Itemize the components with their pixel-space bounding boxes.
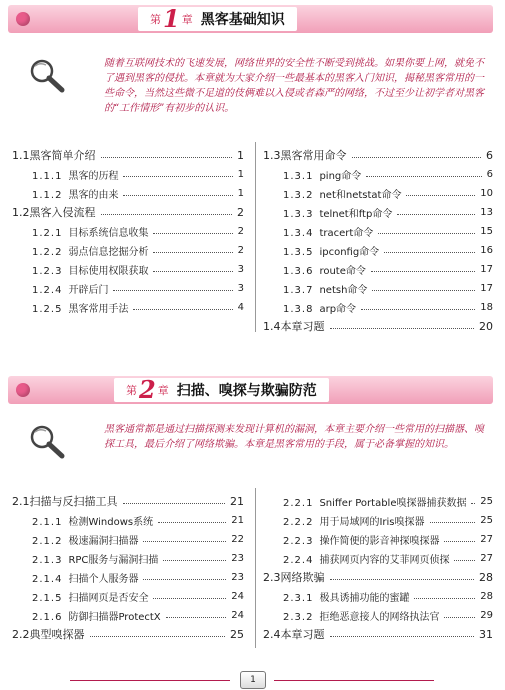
toc-entry-number: 1.3.2 [283, 189, 314, 201]
toc-dot-leader [90, 636, 226, 637]
toc-entry-title [263, 318, 327, 334]
toc-entry-text: 黑客的由来 [68, 189, 119, 201]
toc-subsection-row[interactable] [12, 262, 244, 276]
toc-entry-text: 弱点信息挖掘分析 [68, 246, 149, 258]
toc-entry-number: 1.2.5 [32, 303, 63, 315]
toc-entry-text: 检测Windows系统 [68, 516, 154, 528]
toc-entry-page: 27 [480, 533, 493, 545]
toc-entry-page: 17 [480, 263, 493, 275]
toc-dot-leader [166, 617, 227, 618]
toc-entry-text: telnet和ftp命令 [319, 208, 393, 220]
toc-entry-page: 6 [486, 148, 493, 162]
toc-entry-text: 捕获网页内容的艾菲网页侦探 [319, 554, 450, 566]
chapter-1-intro [20, 56, 490, 122]
toc-dot-leader [163, 560, 226, 561]
toc-entry-page: 15 [480, 225, 493, 237]
toc-dot-leader [366, 176, 481, 177]
toc-entry-title [283, 224, 375, 239]
toc-entry-text: 黑客简单介绍 [29, 149, 96, 162]
chapter-title: 黑客基础知识 [200, 12, 285, 28]
toc-entry-title [32, 281, 110, 296]
toc-entry-number: 1.3.3 [283, 208, 314, 220]
toc-entry-page: 17 [480, 282, 493, 294]
toc-entry-title [32, 186, 120, 201]
chapter-2-title-box [114, 375, 329, 404]
toc-subsection-row[interactable] [12, 513, 244, 527]
toc-entry-title [283, 262, 368, 277]
toc-subsection-row[interactable] [12, 243, 244, 257]
toc-subsection-row[interactable] [263, 243, 493, 257]
toc-entry-text: ipconfig命令 [319, 246, 380, 258]
toc-entry-text: 操作简便的影音神探嗅探器 [319, 535, 440, 547]
toc-entry-title [263, 569, 327, 585]
toc-entry-title [283, 494, 468, 509]
toc-entry-page: 22 [231, 533, 244, 545]
toc-subsection-row[interactable] [263, 167, 493, 181]
toc-dot-leader [153, 252, 232, 253]
toc-entry-text: 目标使用权限获取 [68, 265, 149, 277]
toc-entry-number: 1.3.1 [283, 170, 314, 182]
toc-entry-title [283, 243, 381, 258]
toc-entry-title [283, 513, 427, 528]
toc-entry-page: 3 [237, 263, 244, 275]
toc-entry-number: 2.2 [12, 628, 30, 641]
toc-entry-number: 2.1 [12, 495, 30, 508]
toc-dot-leader [143, 579, 226, 580]
chapter-title: 扫描、嗅探与欺骗防范 [176, 383, 317, 399]
toc-entry-page: 23 [231, 571, 244, 583]
page-number: 1 [240, 671, 266, 689]
toc-entry-text: 用于局域网的Iris嗅探器 [319, 516, 425, 528]
toc-dot-leader [101, 214, 233, 215]
toc-entry-title [283, 167, 363, 182]
toc-subsection-row[interactable] [12, 570, 244, 584]
toc-entry-page: 13 [480, 206, 493, 218]
toc-dot-leader [113, 290, 232, 291]
toc-subsection-row[interactable] [263, 494, 493, 508]
toc-entry-number: 2.3.1 [283, 592, 314, 604]
toc-entry-number: 1.1.2 [32, 189, 63, 201]
toc-dot-leader [133, 309, 232, 310]
toc-entry-page: 6 [486, 168, 493, 180]
toc-entry-title [32, 589, 150, 604]
toc-entry-page: 24 [231, 609, 244, 621]
toc-entry-number: 1.2.1 [32, 227, 63, 239]
toc-entry-title [283, 589, 411, 604]
toc-subsection-row[interactable] [12, 551, 244, 565]
toc-subsection-row[interactable] [263, 589, 493, 603]
toc-entry-number: 1.2 [12, 206, 30, 219]
toc-entry-text: 本章习题 [280, 628, 325, 641]
chapter-2-intro [20, 422, 490, 472]
toc-entry-title [32, 224, 150, 239]
toc-entry-page: 24 [231, 590, 244, 602]
footer-rule-left [70, 680, 230, 681]
toc-subsection-row[interactable] [263, 281, 493, 295]
toc-dot-leader [123, 195, 232, 196]
toc-entry-page: 25 [480, 514, 493, 526]
toc-dot-leader [430, 522, 476, 523]
toc-entry-number: 1.1 [12, 149, 30, 162]
toc-entry-text: 开辟后门 [68, 284, 109, 296]
toc-entry-text: RPC服务与漏洞扫描 [68, 554, 159, 566]
toc-section-row[interactable] [12, 627, 244, 641]
intro-text: 黑客通常都是通过扫描探测来发现计算机的漏洞，本章主要介绍一些常用的扫描器、嗅探工具，最后介绍了网络欺骗。本章是黑客常用的手段，属于必备掌握的知识。 [104, 424, 484, 450]
toc-entry-number: 1.2.3 [32, 265, 63, 277]
toc-entry-page: 23 [231, 552, 244, 564]
chapter-1-header-bar [8, 5, 493, 33]
toc-entry-title [32, 551, 160, 566]
toc-entry-number: 1.2.4 [32, 284, 63, 296]
toc-dot-leader [123, 176, 232, 177]
magnifier-icon [28, 58, 68, 96]
magnifier-icon [28, 424, 68, 462]
toc-entry-number: 2.1.3 [32, 554, 63, 566]
toc-subsection-row[interactable] [263, 300, 493, 314]
toc-section-row[interactable] [12, 205, 244, 219]
toc-entry-title [32, 532, 140, 547]
toc-dot-leader [352, 157, 482, 158]
toc-entry-page: 2 [237, 205, 244, 219]
toc-dot-leader [330, 579, 475, 580]
bullet-dot-icon [16, 12, 30, 26]
toc-entry-title [283, 608, 441, 623]
chapter-2-header-bar [8, 376, 493, 404]
toc-entry-page: 1 [237, 187, 244, 199]
toc-entry-text: 典型嗅探器 [29, 628, 85, 641]
toc-dot-leader [153, 233, 232, 234]
toc-dot-leader [444, 617, 475, 618]
toc-subsection-row[interactable] [12, 608, 244, 622]
toc-entry-text: 目标系统信息收集 [68, 227, 149, 239]
toc-entry-title [32, 243, 150, 258]
toc-entry-text: 极具诱捕功能的蜜罐 [319, 592, 410, 604]
toc-entry-title [263, 626, 327, 642]
toc-entry-title [283, 300, 358, 315]
toc-entry-number: 1.3.5 [283, 246, 314, 258]
toc-entry-text: 网络欺骗 [280, 571, 325, 584]
toc-entry-page: 25 [230, 627, 244, 641]
toc-entry-page: 29 [480, 609, 493, 621]
toc-entry-number: 2.2.2 [283, 516, 314, 528]
toc-subsection-row[interactable] [263, 205, 493, 219]
toc-entry-page: 21 [230, 494, 244, 508]
toc-entry-page: 31 [479, 627, 493, 641]
chapter-prefix: 第 [150, 13, 161, 26]
toc-dot-leader [378, 233, 475, 234]
toc-entry-title [263, 147, 349, 163]
toc-dot-leader [330, 636, 475, 637]
toc-entry-text: 黑客的历程 [68, 170, 119, 182]
toc-entry-number: 2.2.4 [283, 554, 314, 566]
toc-entry-page: 18 [480, 301, 493, 313]
toc-entry-text: route命令 [319, 265, 366, 277]
toc-entry-text: 扫描个人服务器 [68, 573, 139, 585]
toc-entry-title [12, 493, 120, 509]
toc-entry-page: 28 [479, 570, 493, 584]
toc-entry-title [32, 262, 150, 277]
toc-entry-text: netsh命令 [319, 284, 368, 296]
toc-dot-leader [153, 271, 232, 272]
toc-section-row[interactable] [263, 627, 493, 641]
toc-entry-title [283, 205, 394, 220]
toc-dot-leader [372, 290, 475, 291]
toc-subsection-row[interactable] [263, 551, 493, 565]
toc-entry-page: 4 [237, 301, 244, 313]
toc-entry-text: 拒绝恶意接人的网络执法官 [319, 611, 440, 623]
toc-entry-title [283, 281, 369, 296]
toc-dot-leader [444, 541, 475, 542]
toc-entry-text: 黑客常用命令 [280, 149, 347, 162]
toc-entry-page: 2 [237, 225, 244, 237]
bullet-dot-icon [16, 383, 30, 397]
chapter-1-title-box [138, 4, 297, 33]
toc-entry-text: arp命令 [319, 303, 357, 315]
toc-dot-leader [158, 522, 226, 523]
toc-dot-leader [454, 560, 475, 561]
toc-entry-number: 2.1.4 [32, 573, 63, 585]
toc-entry-text: 黑客入侵流程 [29, 206, 96, 219]
toc-entry-title [32, 608, 163, 623]
toc-dot-leader [123, 503, 226, 504]
column-divider [255, 142, 256, 332]
toc-entry-text: 极速漏洞扫描器 [68, 535, 139, 547]
toc-subsection-row[interactable] [263, 262, 493, 276]
toc-subsection-row[interactable] [263, 224, 493, 238]
toc-dot-leader [384, 252, 475, 253]
toc-entry-number: 1.2.2 [32, 246, 63, 258]
toc-dot-leader [101, 157, 233, 158]
toc-entry-number: 2.3.2 [283, 611, 314, 623]
toc-dot-leader [397, 214, 475, 215]
toc-entry-title [32, 513, 155, 528]
toc-entry-title [32, 570, 140, 585]
toc-section-row[interactable] [12, 148, 244, 162]
toc-section-row[interactable] [263, 319, 493, 333]
toc-entry-number: 2.4 [263, 628, 281, 641]
toc-entry-page: 1 [237, 168, 244, 180]
toc-dot-leader [371, 271, 475, 272]
toc-subsection-row[interactable] [263, 513, 493, 527]
toc-subsection-row[interactable] [12, 186, 244, 200]
toc-entry-title [12, 204, 98, 220]
toc-entry-page: 10 [480, 187, 493, 199]
toc-subsection-row[interactable] [12, 224, 244, 238]
toc-entry-text: 本章习题 [280, 320, 325, 333]
toc-entry-number: 1.3 [263, 149, 281, 162]
toc-subsection-row[interactable] [12, 281, 244, 295]
toc-entry-page: 16 [480, 244, 493, 256]
toc-entry-number: 1.3.7 [283, 284, 314, 296]
toc-entry-number: 1.3.4 [283, 227, 314, 239]
chapter-suffix: 章 [181, 13, 193, 26]
toc-entry-text: tracert命令 [319, 227, 374, 239]
footer-rule-right [274, 680, 434, 681]
toc-entry-page: 28 [480, 590, 493, 602]
toc-entry-number: 2.3 [263, 571, 281, 584]
toc-entry-number: 1.4 [263, 320, 281, 333]
toc-entry-number: 2.1.1 [32, 516, 63, 528]
chapter-prefix: 第 [126, 384, 137, 397]
toc-dot-leader [153, 598, 226, 599]
toc-entry-title [12, 147, 98, 163]
toc-entry-number: 1.3.6 [283, 265, 314, 277]
toc-entry-number: 2.2.1 [283, 497, 314, 509]
column-divider [255, 488, 256, 648]
toc-dot-leader [361, 309, 475, 310]
chapter-suffix: 章 [157, 384, 169, 397]
toc-entry-text: 扫描与反扫描工具 [29, 495, 118, 508]
toc-subsection-row[interactable] [12, 300, 244, 314]
toc-entry-number: 2.2.3 [283, 535, 314, 547]
toc-entry-number: 2.1.6 [32, 611, 63, 623]
toc-entry-number: 1.3.8 [283, 303, 314, 315]
toc-subsection-row[interactable] [263, 186, 493, 200]
toc-entry-text: net和netstat命令 [319, 189, 402, 201]
toc-section-row[interactable] [263, 148, 493, 162]
toc-section-row[interactable] [12, 494, 244, 508]
toc-entry-page: 2 [237, 244, 244, 256]
toc-subsection-row[interactable] [12, 532, 244, 546]
toc-entry-title [32, 167, 120, 182]
intro-text: 随着互联网技术的飞速发展，网络世界的安全性不断受到挑战。如果你要上网，就免不了遇到黑客的侵扰。本章就为大家介绍一些最基本的黑客入门知识，揭秘黑客常用的一些命令，当然这些微不足道的伎俩难以入侵或者森严的网络，不过至少让初学者对黑客的“工作情形”有初步的认识。 [104, 58, 484, 114]
toc-subsection-row[interactable] [263, 608, 493, 622]
toc-entry-page: 3 [237, 282, 244, 294]
toc-section-row[interactable] [263, 570, 493, 584]
toc-subsection-row[interactable] [263, 532, 493, 546]
toc-entry-title [283, 532, 441, 547]
chapter-number: 1 [163, 4, 180, 33]
toc-entry-title [12, 626, 87, 642]
toc-entry-page: 27 [480, 552, 493, 564]
toc-entry-page: 20 [479, 319, 493, 333]
toc-subsection-row[interactable] [12, 589, 244, 603]
toc-dot-leader [414, 598, 475, 599]
chapter-number: 2 [139, 375, 156, 404]
toc-entry-text: 扫描网页是否安全 [68, 592, 149, 604]
toc-entry-text: 黑客常用手法 [68, 303, 129, 315]
page-footer [0, 670, 505, 690]
toc-entry-text: Sniffer Portable嗅探器捕获数据 [319, 497, 467, 509]
toc-entry-text: 防御扫描器ProtectX [68, 611, 161, 623]
toc-subsection-row[interactable] [12, 167, 244, 181]
toc-entry-title [32, 300, 130, 315]
toc-entry-number: 1.1.1 [32, 170, 63, 182]
toc-dot-leader [406, 195, 475, 196]
toc-entry-page: 21 [231, 514, 244, 526]
toc-entry-page: 25 [480, 495, 493, 507]
toc-entry-page: 1 [237, 148, 244, 162]
toc-entry-title [283, 186, 403, 201]
toc-dot-leader [471, 503, 475, 504]
toc-entry-number: 2.1.5 [32, 592, 63, 604]
toc-entry-title [283, 551, 451, 566]
toc-dot-leader [330, 328, 475, 329]
toc-entry-text: ping命令 [319, 170, 362, 182]
toc-dot-leader [143, 541, 226, 542]
toc-entry-number: 2.1.2 [32, 535, 63, 547]
